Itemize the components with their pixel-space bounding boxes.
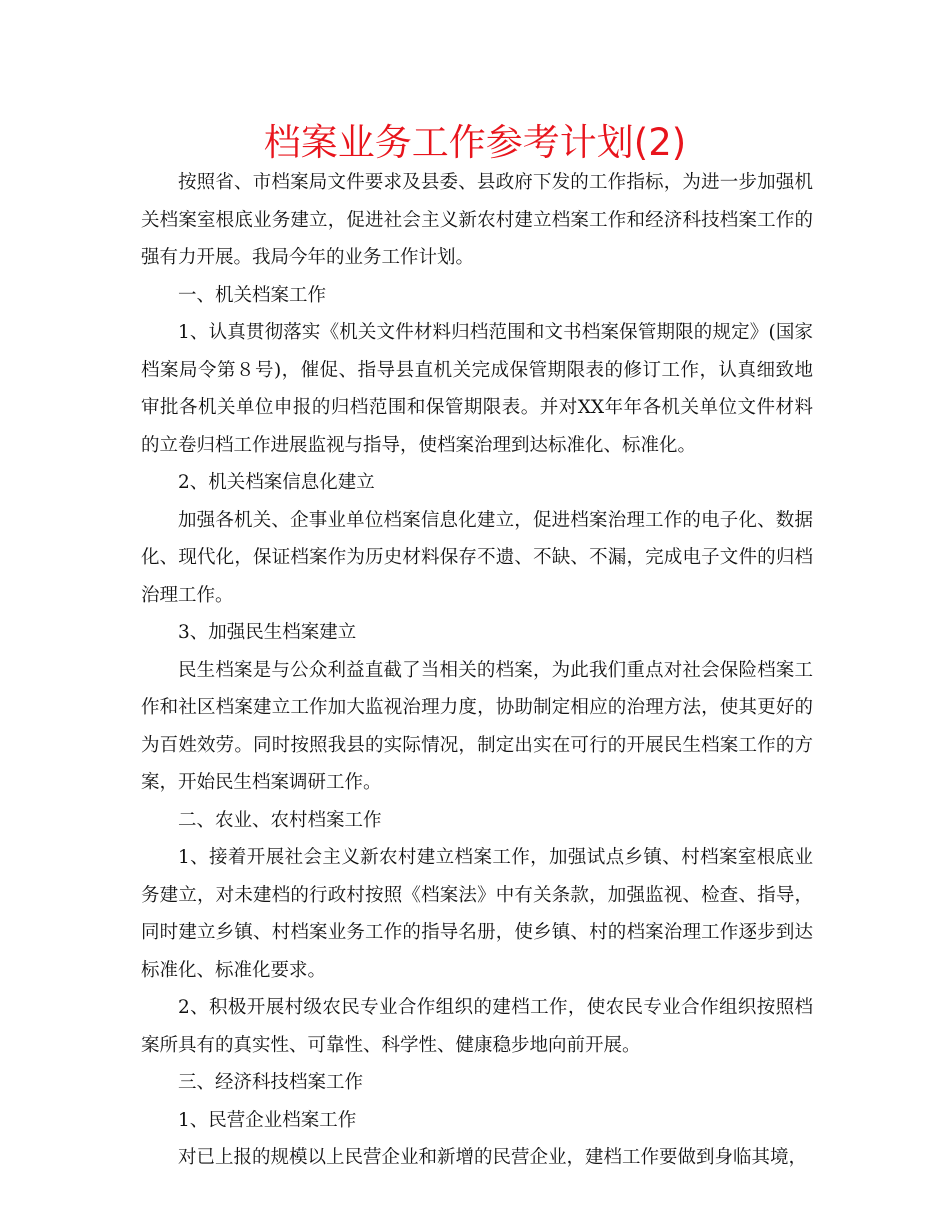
- paragraph-2-2: 2、积极开展村级农民专业合作组织的建档工作，使农民专业合作组织按照档案所具有的真实性、可靠性、科学性、健康稳步地向前开展。: [141, 997, 813, 1056]
- heading-section-2: 二、农业、农村档案工作: [178, 809, 382, 831]
- subheading-3-1: 1、民营企业档案工作: [178, 1109, 357, 1131]
- paragraph-3-1: 对已上报的规模以上民营企业和新增的民营企业，建档工作要做到身临其境，: [178, 1147, 808, 1168]
- document-title: 档案业务工作参考计划(2): [263, 121, 687, 164]
- paragraph-intro: 按照省、市档案局文件要求及县委、县政府下发的工作指标，为进一步加强机关档案室根底业务建立，促进社会主义新农村建立档案工作和经济科技档案工作的强有力开展。我局今年的业务工作计划。: [141, 172, 813, 268]
- paragraph-2-1: 1、接着开展社会主义新农村建立档案工作，加强试点乡镇、村档案室根底业务建立，对未建档的行政村按照《档案法》中有关条款，加强监视、检查、指导，同时建立乡镇、村档案业务工作的指导名册，使乡镇、村的档案治理工作逐步到达标准化、标准化要求。: [141, 847, 813, 981]
- paragraph-1-3: 民生档案是与公众利益直截了当相关的档案，为此我们重点对社会保险档案工作和社区档案建立工作加大监视治理力度，协助制定相应的治理方法，使其更好的为百姓效劳。同时按照我县的实际情况，制定出实在可行的开展民生档案工作的方案，开始民生档案调研工作。: [141, 659, 813, 793]
- subheading-1-2: 2、机关档案信息化建立: [178, 472, 375, 493]
- document-body: [141, 164, 813, 1177]
- paragraph-1-2: 加强各机关、企事业单位档案信息化建立，促进档案治理工作的电子化、数据化、现代化，保证档案作为历史材料保存不遗、不缺、不漏，完成电子文件的归档治理工作。: [141, 509, 813, 606]
- paragraph-1-1: 1、认真贯彻落实《机关文件材料归档范围和文书档案保管期限的规定》(国家档案局令第８号)，催促、指导县直机关完成保管期限表的修订工作，认真细致地审批各机关单位申报的归档范围和保管期限表。并对XX年年各机关单位文件材料的立卷归档工作进展监视与指导，使档案治理到达标准化、标准化。: [141, 322, 813, 456]
- heading-section-1: 一、机关档案工作: [178, 284, 327, 306]
- heading-section-3: 三、经济科技档案工作: [178, 1072, 364, 1093]
- subheading-1-3: 3、加强民生档案建立: [178, 622, 357, 643]
